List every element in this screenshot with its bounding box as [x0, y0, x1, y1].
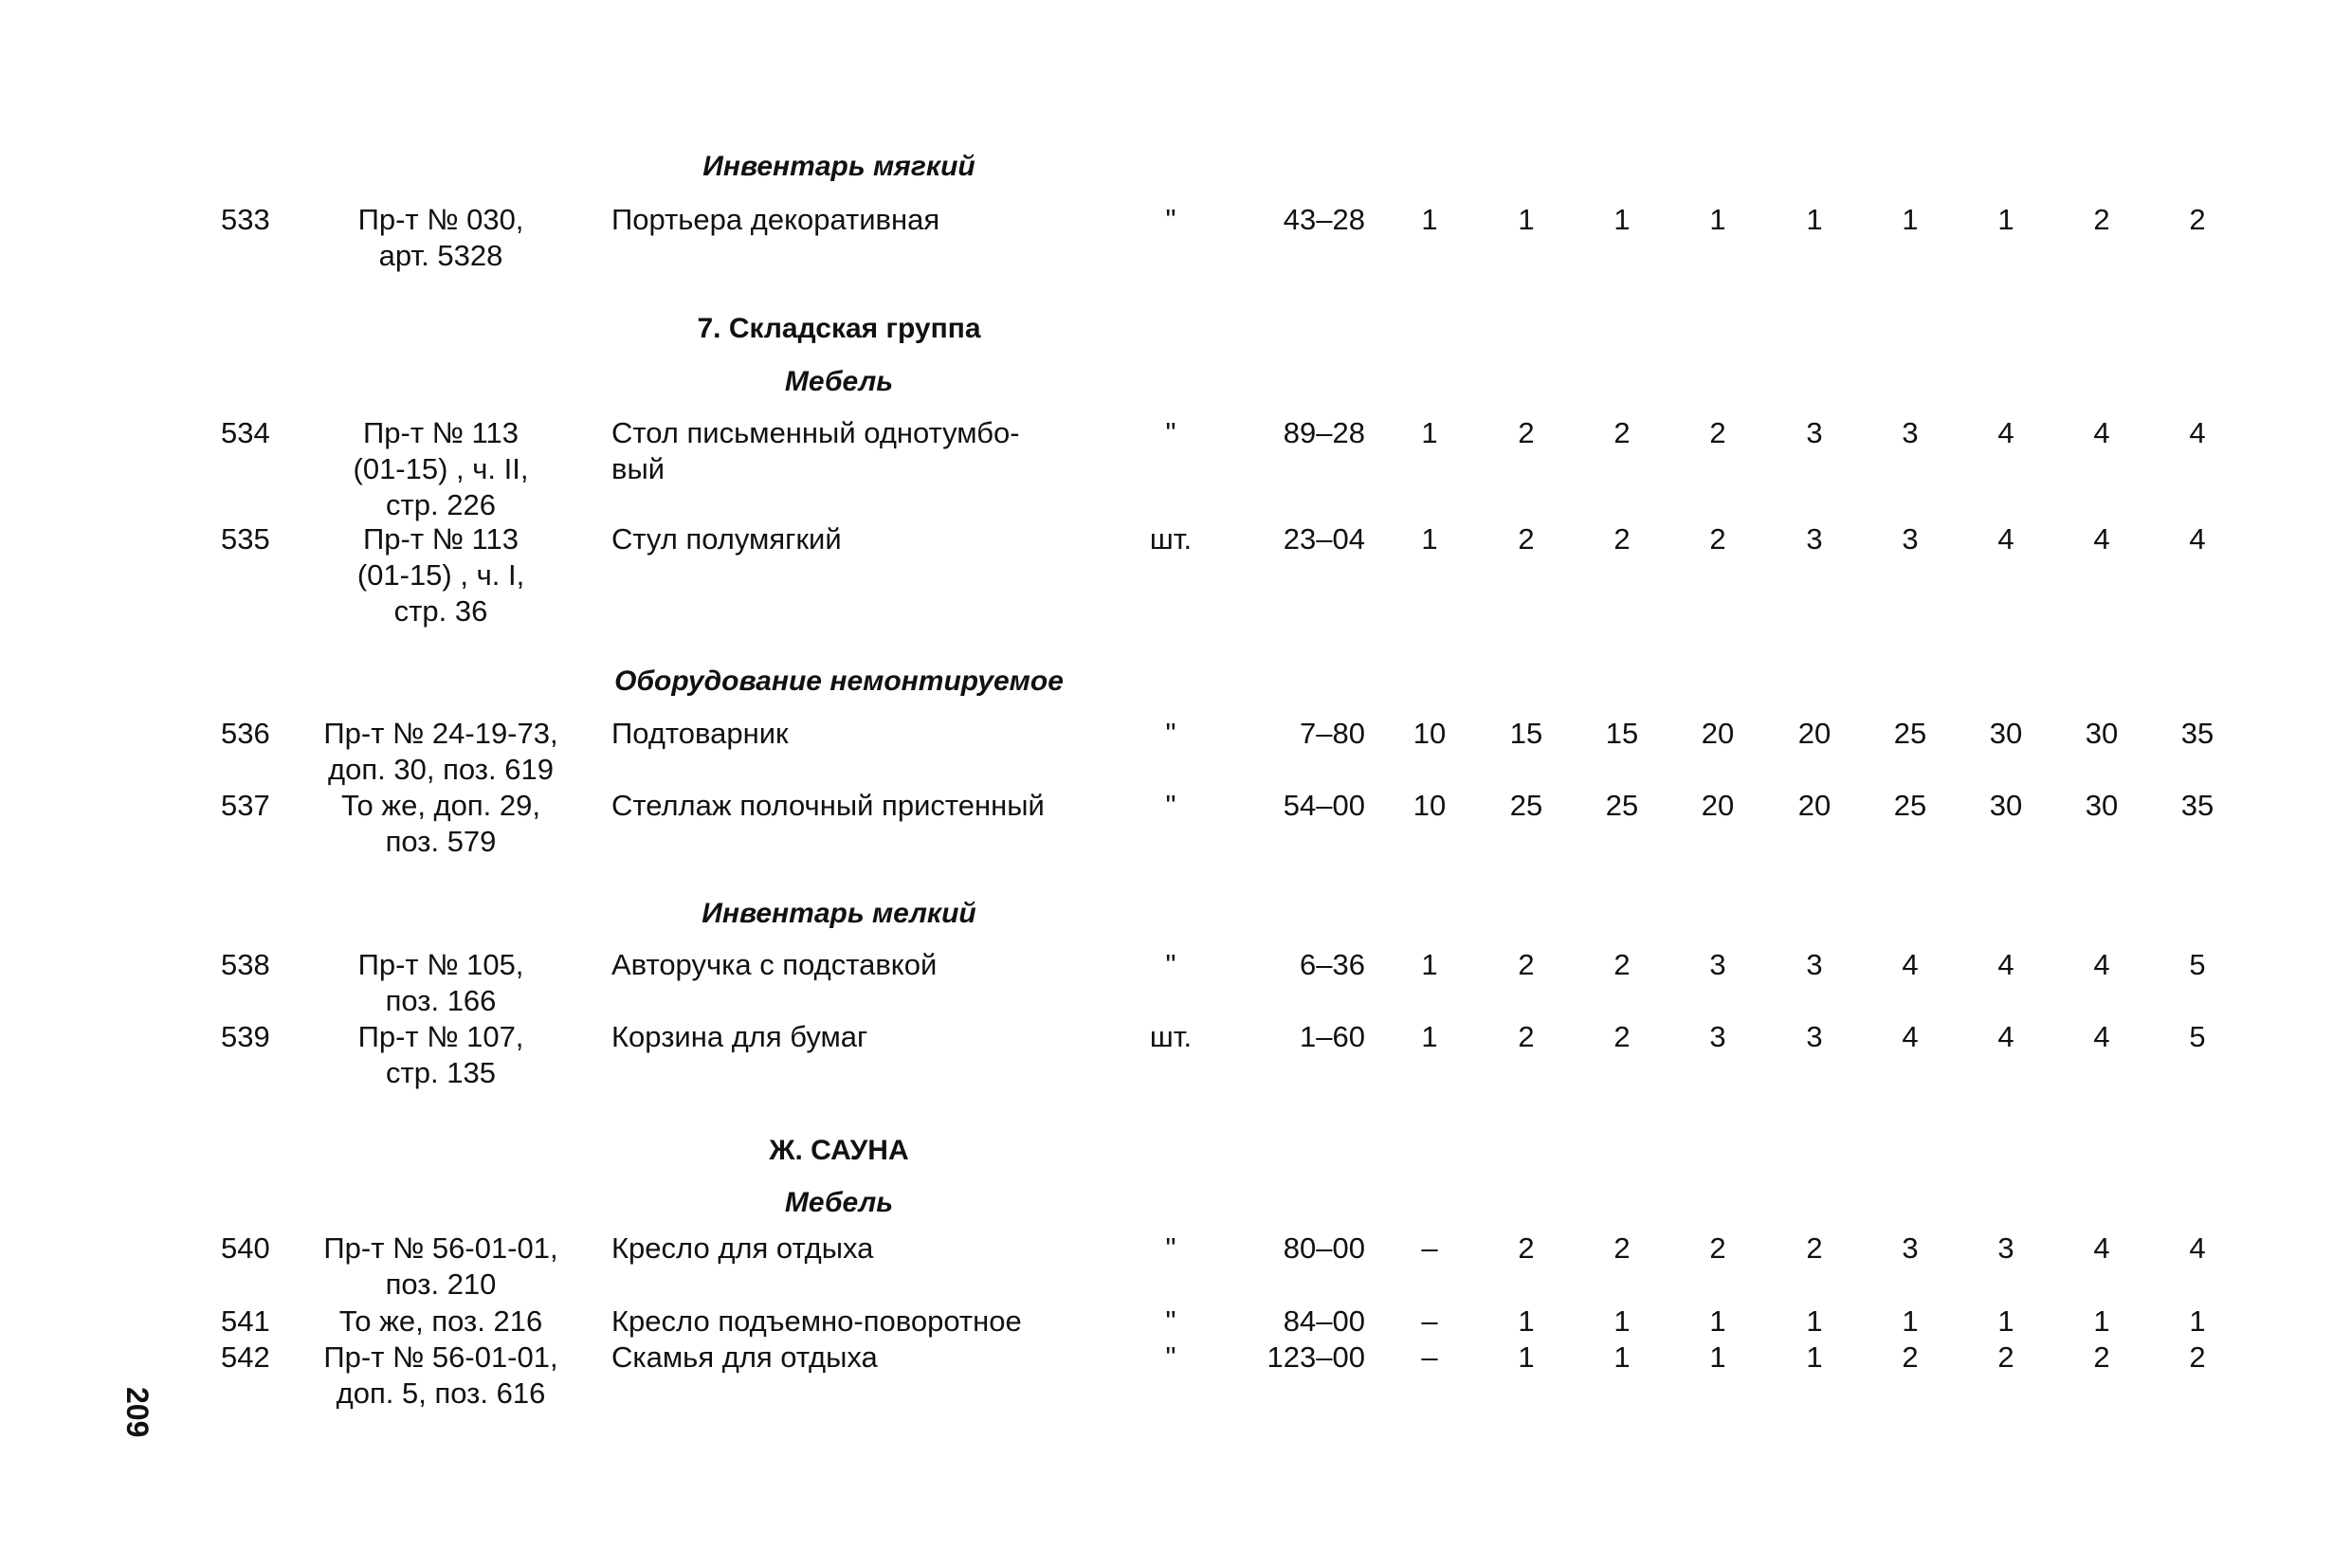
item-price: 80–00	[1283, 1231, 1365, 1265]
quantity-cell: 15	[1605, 717, 1639, 750]
quantity-cell: 1	[1806, 203, 1823, 236]
page-number: 209	[120, 1387, 155, 1438]
quantity-cell: –	[1421, 1231, 1438, 1265]
item-name: Стул полумягкий	[611, 522, 842, 556]
quantity-cell: 2	[1518, 1020, 1535, 1053]
item-reference: Пр-т № 56-01-01, поз. 210	[323, 1231, 558, 1301]
quantity-cell: 2	[2093, 1340, 2110, 1374]
item-number: 539	[221, 1020, 270, 1053]
quantity-cell: 2	[1709, 1231, 1726, 1265]
item-unit: "	[1165, 789, 1176, 822]
quantity-cell: 2	[1518, 948, 1535, 981]
item-price: 7–80	[1300, 717, 1365, 750]
quantity-cell: 1	[1421, 948, 1438, 981]
quantity-cell: 1	[1613, 1340, 1631, 1374]
quantity-cell: 2	[1709, 416, 1726, 449]
item-number: 533	[221, 203, 270, 236]
item-price: 84–00	[1283, 1304, 1365, 1338]
quantity-cell: 2	[1806, 1231, 1823, 1265]
quantity-cell: 1	[1421, 203, 1438, 236]
item-name: Стеллаж полочный пристенный	[611, 789, 1045, 822]
quantity-cell: 25	[1893, 717, 1927, 750]
quantity-cell: 5	[2189, 948, 2206, 981]
item-price: 89–28	[1283, 416, 1365, 449]
item-number: 542	[221, 1340, 270, 1374]
section-heading-furniture: Мебель	[784, 366, 894, 397]
item-unit: "	[1165, 203, 1176, 236]
quantity-cell: 2	[1709, 522, 1726, 556]
quantity-cell: 2	[1613, 416, 1631, 449]
section-heading-sauna: Ж. САУНА	[769, 1135, 909, 1166]
item-price: 54–00	[1283, 789, 1365, 822]
quantity-cell: 1	[1518, 203, 1535, 236]
quantity-cell: 5	[2189, 1020, 2206, 1053]
item-unit: шт.	[1149, 1020, 1193, 1053]
item-reference: Пр-т № 107, стр. 135	[357, 1020, 524, 1089]
quantity-cell: 30	[2085, 789, 2119, 822]
quantity-cell: 1	[1902, 203, 1919, 236]
item-name: Стол письменный однотумбо- вый	[611, 416, 1020, 485]
quantity-cell: 2	[1997, 1340, 2014, 1374]
quantity-cell: 30	[1989, 717, 2023, 750]
item-number: 537	[221, 789, 270, 822]
quantity-cell: 4	[2093, 948, 2110, 981]
item-reference: Пр-т № 56-01-01, доп. 5, поз. 616	[323, 1340, 558, 1410]
item-price: 6–36	[1300, 948, 1365, 981]
quantity-cell: 4	[1902, 1020, 1919, 1053]
quantity-cell: 2	[1613, 1020, 1631, 1053]
quantity-cell: 4	[2093, 522, 2110, 556]
item-name: Кресло для отдыха	[611, 1231, 874, 1265]
quantity-cell: 3	[1709, 948, 1726, 981]
quantity-cell: 4	[1902, 948, 1919, 981]
quantity-cell: 3	[1902, 416, 1919, 449]
quantity-cell: 1	[2189, 1304, 2206, 1338]
quantity-cell: 1	[1421, 1020, 1438, 1053]
quantity-cell: –	[1421, 1304, 1438, 1338]
item-name: Портьера декоративная	[611, 203, 940, 236]
quantity-cell: 25	[1605, 789, 1639, 822]
quantity-cell: 35	[2180, 789, 2214, 822]
quantity-cell: 4	[2189, 522, 2206, 556]
quantity-cell: 1	[1709, 1304, 1726, 1338]
quantity-cell: 2	[2189, 1340, 2206, 1374]
quantity-cell: 1	[1421, 522, 1438, 556]
quantity-cell: 25	[1509, 789, 1543, 822]
item-unit: "	[1165, 1304, 1176, 1338]
item-number: 540	[221, 1231, 270, 1265]
item-unit: "	[1165, 1340, 1176, 1374]
item-name: Авторучка с подставкой	[611, 948, 938, 981]
item-number: 536	[221, 717, 270, 750]
quantity-cell: 2	[1902, 1340, 1919, 1374]
quantity-cell: 4	[2093, 416, 2110, 449]
item-number: 535	[221, 522, 270, 556]
quantity-cell: –	[1421, 1340, 1438, 1374]
quantity-cell: 3	[1709, 1020, 1726, 1053]
item-price: 43–28	[1283, 203, 1365, 236]
item-name: Кресло подъемно-поворотное	[611, 1304, 1022, 1338]
quantity-cell: 1	[1806, 1304, 1823, 1338]
quantity-cell: 35	[2180, 717, 2214, 750]
quantity-cell: 25	[1893, 789, 1927, 822]
quantity-cell: 4	[2093, 1231, 2110, 1265]
quantity-cell: 10	[1412, 717, 1447, 750]
item-price: 123–00	[1267, 1340, 1365, 1374]
section-heading-warehouse-group: 7. Складская группа	[697, 313, 981, 344]
item-reference: Пр-т № 113 (01-15) , ч. I, стр. 36	[356, 522, 525, 628]
quantity-cell: 1	[1613, 203, 1631, 236]
item-unit: "	[1165, 948, 1176, 981]
quantity-cell: 1	[1806, 1340, 1823, 1374]
item-number: 534	[221, 416, 270, 449]
item-name: Подтоварник	[611, 717, 789, 750]
quantity-cell: 4	[2093, 1020, 2110, 1053]
quantity-cell: 3	[1902, 1231, 1919, 1265]
quantity-cell: 10	[1412, 789, 1447, 822]
quantity-cell: 3	[1806, 522, 1823, 556]
item-name: Скамья для отдыха	[611, 1340, 878, 1374]
quantity-cell: 3	[1806, 1020, 1823, 1053]
item-number: 538	[221, 948, 270, 981]
quantity-cell: 4	[1997, 416, 2014, 449]
quantity-cell: 1	[1902, 1304, 1919, 1338]
item-reference: Пр-т № 030, арт. 5328	[357, 203, 524, 272]
quantity-cell: 3	[1806, 416, 1823, 449]
quantity-cell: 1	[1421, 416, 1438, 449]
quantity-cell: 2	[1518, 416, 1535, 449]
quantity-cell: 2	[1518, 1231, 1535, 1265]
quantity-cell: 30	[1989, 789, 2023, 822]
item-unit: "	[1165, 416, 1176, 449]
item-unit: "	[1165, 1231, 1176, 1265]
item-name: Корзина для бумаг	[611, 1020, 868, 1053]
quantity-cell: 4	[1997, 1020, 2014, 1053]
quantity-cell: 2	[2189, 203, 2206, 236]
item-reference: Пр-т № 24-19-73, доп. 30, поз. 619	[323, 717, 558, 786]
quantity-cell: 4	[2189, 416, 2206, 449]
item-price: 1–60	[1300, 1020, 1365, 1053]
quantity-cell: 30	[2085, 717, 2119, 750]
item-reference: Пр-т № 105, поз. 166	[357, 948, 524, 1017]
quantity-cell: 1	[1518, 1340, 1535, 1374]
quantity-cell: 2	[1613, 522, 1631, 556]
section-heading-soft-inventory: Инвентарь мягкий	[702, 151, 975, 182]
section-heading-sauna-furniture: Мебель	[784, 1187, 894, 1218]
quantity-cell: 2	[2093, 203, 2110, 236]
quantity-cell: 15	[1509, 717, 1543, 750]
item-reference: То же, доп. 29, поз. 579	[340, 789, 540, 858]
item-number: 541	[221, 1304, 270, 1338]
section-heading-equipment: Оборудование немонтируемое	[614, 665, 1064, 697]
quantity-cell: 4	[1997, 948, 2014, 981]
item-unit: "	[1165, 717, 1176, 750]
quantity-cell: 1	[1709, 203, 1726, 236]
quantity-cell: 3	[1902, 522, 1919, 556]
quantity-cell: 20	[1701, 789, 1735, 822]
quantity-cell: 3	[1997, 1231, 2014, 1265]
quantity-cell: 2	[1518, 522, 1535, 556]
quantity-cell: 2	[1613, 1231, 1631, 1265]
quantity-cell: 20	[1797, 789, 1832, 822]
quantity-cell: 20	[1701, 717, 1735, 750]
item-reference: Пр-т № 113 (01-15) , ч. II, стр. 226	[353, 416, 529, 521]
quantity-cell: 4	[2189, 1231, 2206, 1265]
quantity-cell: 1	[1613, 1304, 1631, 1338]
quantity-cell: 1	[1997, 203, 2014, 236]
item-price: 23–04	[1283, 522, 1365, 556]
quantity-cell: 2	[1613, 948, 1631, 981]
quantity-cell: 1	[1709, 1340, 1726, 1374]
quantity-cell: 1	[1997, 1304, 2014, 1338]
quantity-cell: 1	[2093, 1304, 2110, 1338]
quantity-cell: 1	[1518, 1304, 1535, 1338]
item-unit: шт.	[1149, 522, 1193, 556]
quantity-cell: 3	[1806, 948, 1823, 981]
item-reference: То же, поз. 216	[338, 1304, 543, 1338]
quantity-cell: 20	[1797, 717, 1832, 750]
section-heading-small-inventory: Инвентарь мелкий	[702, 898, 976, 929]
quantity-cell: 4	[1997, 522, 2014, 556]
